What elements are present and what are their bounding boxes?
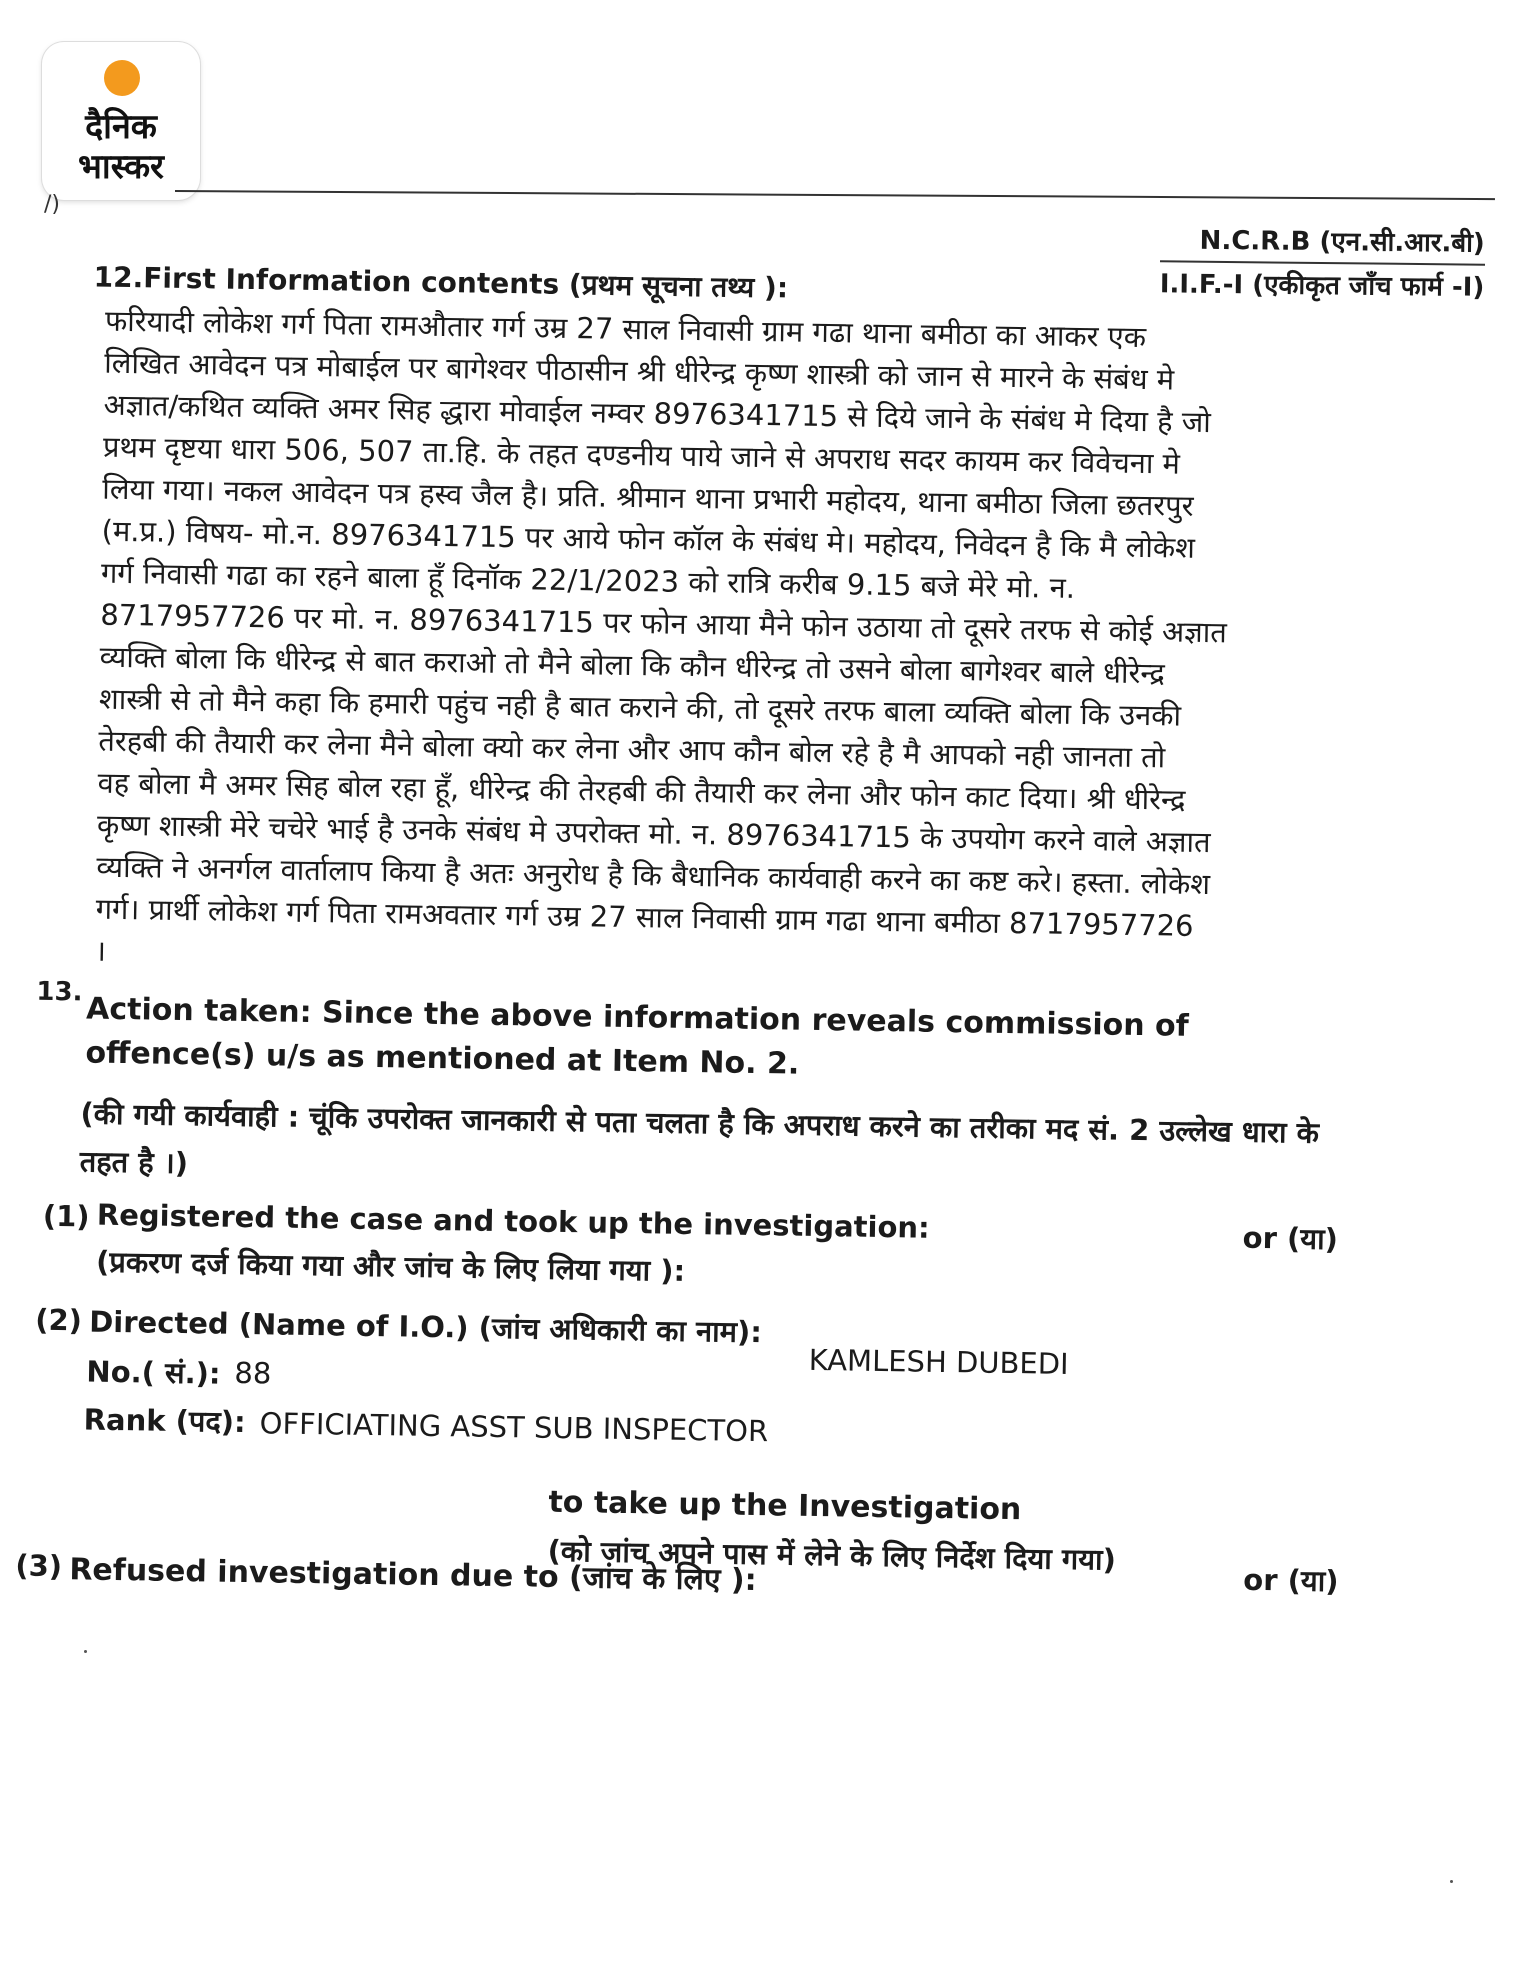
item-2-text: Directed (Name of I.O.) (जांच अधिकारी का नाम):	[88, 1304, 763, 1350]
fir-line: गर्ग। प्रार्थी लोकेश गर्ग पिता रामअवतार गर्ग उम्र 27 साल निवासी ग्राम गढा थाना बमीठा 8717957726	[95, 891, 1194, 943]
scan-speck	[84, 1650, 87, 1653]
dainik-bhaskar-logo	[42, 42, 200, 200]
scan-speck	[1450, 1880, 1453, 1883]
section-13-number: 13.	[36, 976, 83, 1008]
fir-line: गर्ग निवासी गढा का रहने बाला हूँ दिनॉक 22/1/2023 को रात्रि करीब 9.15 बजे मेरे मो. न.	[100, 555, 1076, 605]
io-no-value: 88	[234, 1355, 272, 1391]
fir-line: तेरहबी की तैयारी कर लेना मैने बोला क्यो कर लेना और आप कौन बोल रहे है मै आपको नही जानता तो	[98, 723, 1166, 775]
fir-line: ।	[94, 933, 107, 968]
iif-label: I.I.F.-I (एकीकृत जाँच फार्म -I)	[1160, 260, 1485, 307]
fir-line: अज्ञात/कथित व्यक्ति अमर सिह द्धारा मोवाईल नम्वर 8976341715 से दिये जाने के संबंध मे दिया है जो	[103, 387, 1212, 440]
fir-line: व्यक्ति बोला कि धीरेन्द्र से बात कराओ तो मैने बोला कि कौन धीरेन्द्र तो उसने बोला बागेश्वर बाले धीरेन्द्र	[99, 639, 1166, 691]
item-1-hindi: (प्रकरण दर्ज किया गया और जांच के लिए लिया गया ):	[95, 1244, 686, 1288]
item-1-text: Registered the case and took up the investigation:	[96, 1197, 930, 1245]
section-13-hindi: (की गयी कार्यवाही : चूंकि उपरोक्त जानकारी से पता चलता है कि अपराध करने का तरीका मद सं. 2 उल्लेख धारा के तहत है ।)	[79, 1096, 1320, 1181]
item-3-number: (3)	[15, 1548, 63, 1584]
item-1-number: (1)	[42, 1198, 90, 1234]
form-header	[1160, 220, 1485, 307]
section-12-title: 12.First Information contents (प्रथम सूचना तथ्य ):	[93, 260, 789, 305]
fir-line: वह बोला मै अमर सिह बोल रहा हूँ, धीरेन्द्र की तेरहबी की तैयारी कर लेना और फोन काट दिया। श्री धीरेन्द्र	[97, 765, 1186, 817]
logo-line-2: भास्कर	[78, 147, 164, 187]
fir-line: शास्त्री से तो मैने कहा कि हमारी पहुंच नही है बात कराने की, तो दूसरे तरफ बाला व्यक्ति बोला कि उनकी	[98, 681, 1182, 733]
fir-line: 8717957726 पर मो. न. 8976341715 पर फोन आया मैने फोन उठाया तो दूसरे तरफ से कोई अज्ञात	[100, 597, 1228, 650]
fir-line: व्यक्ति ने अनर्गल वार्तालाप किया है अतः अनुरोध है कि बैधानिक कार्यवाही करने का कष्ट करे। हस्ता. लोकेश	[96, 849, 1211, 902]
fir-line: कृष्ण शास्त्री मेरे चचेरे भाई है उनके संबंध मे उपरोक्त मो. न. 8976341715 के उपयोग करने वाले अज्ञात	[96, 807, 1211, 860]
item-3-text: Refused investigation due to (जांच के लिए ):	[69, 1552, 757, 1599]
header-rule	[175, 190, 1495, 200]
fir-line: फरियादी लोकेश गर्ग पिता रामऔतार गर्ग उम्र 27 साल निवासी ग्राम गढा थाना बमीठा का आकर एक	[104, 303, 1147, 355]
take-up-investigation-hindi: (को जांच अपने पास में लेने के लिए निर्देश दिया गया)	[547, 1533, 1117, 1577]
sun-icon	[104, 60, 140, 96]
item-2-or: or (या)	[1243, 1562, 1339, 1599]
fir-line: लिखित आवेदन पत्र मोबाईल पर बागेश्वर पीठासीन श्री धीरेन्द्र कृष्ण शास्त्री को जान से मारने के संबंध मे	[104, 345, 1175, 397]
item-1-or: or (या)	[1242, 1220, 1339, 1257]
section-13-title: Action taken: Since the above information reveals commission of offence(s) u/s as mentioned at Item No. 2.	[85, 991, 1189, 1082]
ncrb-label: N.C.R.B (एन.सी.आर.बी)	[1199, 225, 1486, 259]
take-up-investigation: to take up the Investigation	[548, 1484, 1022, 1528]
fir-line: (म.प्र.) विषय- मो.न. 8976341715 पर आये फोन कॉल के संबंध मे। महोदय, निवेदन है कि मै लोकेश	[101, 513, 1196, 565]
first-information-text	[95, 300, 1315, 991]
io-name-value: KAMLESH DUBEDI	[808, 1342, 1069, 1381]
io-rank-label: Rank (पद):	[83, 1402, 246, 1440]
corner-mark: /)	[44, 192, 60, 217]
fir-line: प्रथम दृष्टया धारा 506, 507 ता.हि. के तहत दण्डनीय पाये जाने से अपराध सदर कायम कर विवेचना मे	[102, 429, 1181, 481]
fir-line: लिया गया। नकल आवेदन पत्र हस्व जैल है। प्रति. श्रीमान थाना प्रभारी महोदय, थाना बमीठा जिला छतरपुर	[102, 471, 1194, 523]
io-rank-value: OFFICIATING ASST SUB INSPECTOR	[259, 1406, 769, 1449]
logo-line-1: दैनिक	[85, 107, 157, 147]
io-no-label: No.( सं.):	[86, 1354, 221, 1391]
item-2-number: (2)	[35, 1302, 83, 1338]
